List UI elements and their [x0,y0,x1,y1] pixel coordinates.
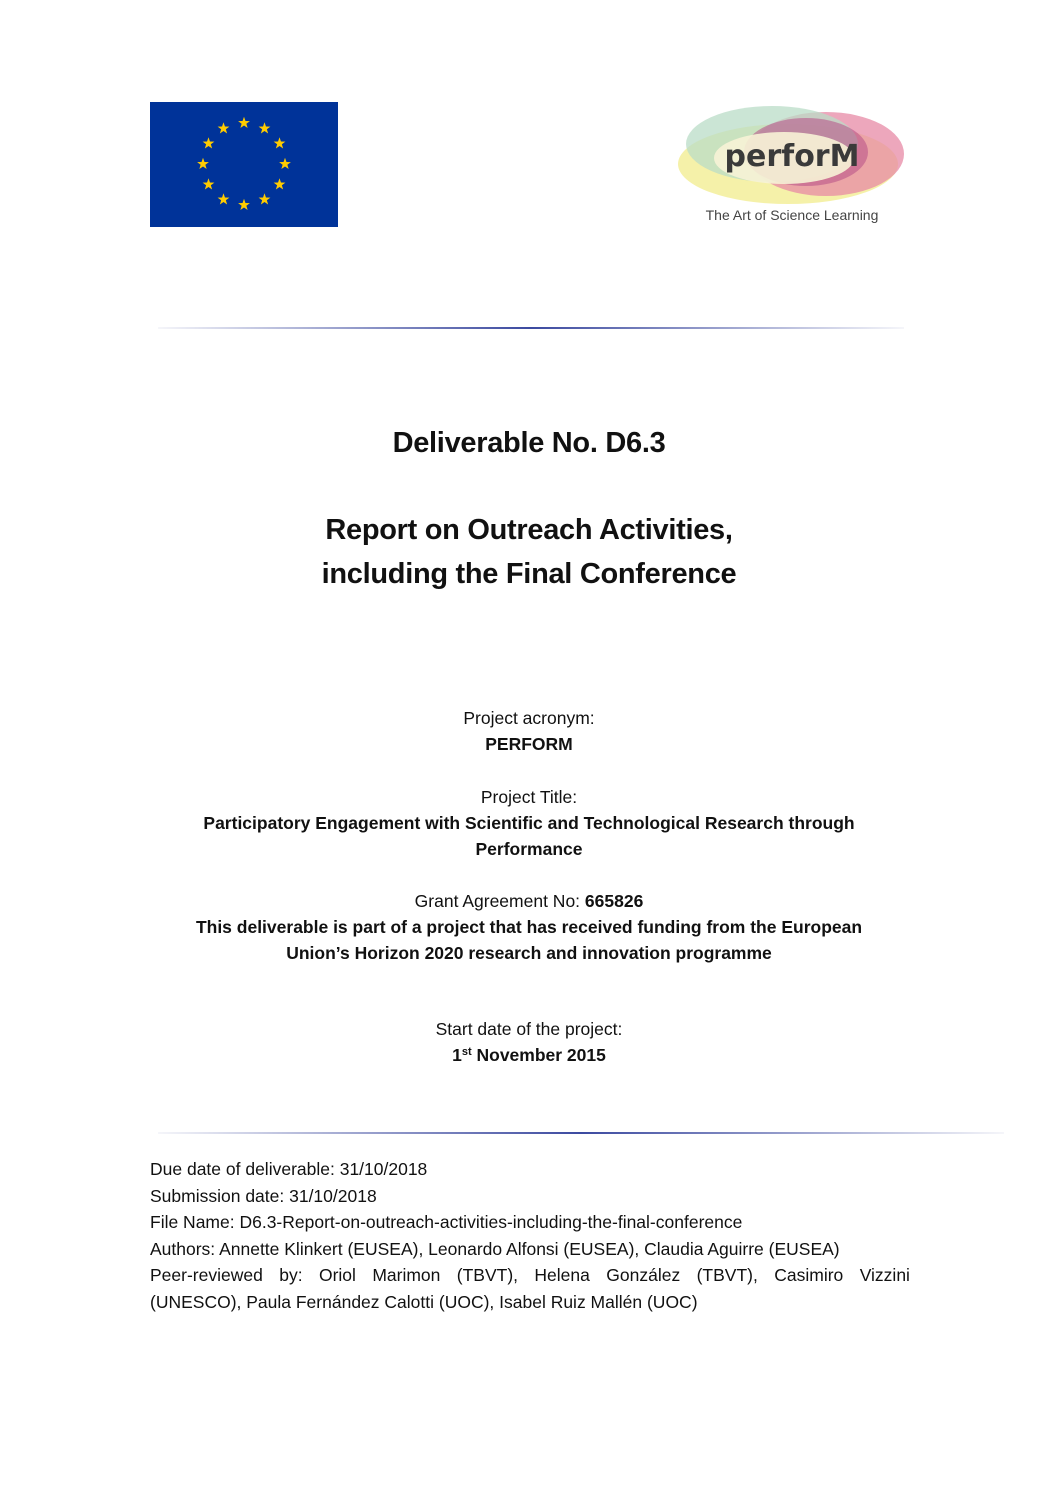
acronym-value: PERFORM [485,734,573,754]
deliverable-number: Deliverable No. D6.3 [392,427,666,459]
eu-flag-icon [150,102,338,227]
grant-label: Grant Agreement No: [414,891,585,911]
peer-word: by: [279,1265,303,1285]
peer-word: Peer-reviewed [150,1265,263,1285]
document-metadata [150,1156,910,1315]
peer-word: (TBVT), [456,1265,519,1285]
acronym-label: Project acronym: [463,708,595,728]
peer-word: Oriol [318,1265,356,1285]
start-day-suffix: st [461,1046,472,1058]
start-date-value [0,1042,1058,1068]
start-month-year: November 2015 [471,1045,606,1065]
peer-word: Marimon [372,1265,441,1285]
grant-value: 665826 [584,891,644,911]
funding-line1: This deliverable is part of a project that has received funding from the European [195,917,863,937]
peer-word: González [606,1265,681,1285]
submission-date: Submission date: 31/10/2018 [150,1185,377,1206]
perform-logo [676,102,908,230]
perform-tagline: The Art of Science Learning [705,207,879,223]
start-date-label: Start date of the project: [435,1019,623,1039]
project-title-label: Project Title: [480,787,578,807]
bottom-divider [158,1132,1004,1134]
top-divider [158,327,904,329]
report-title-line1: Report on Outreach Activities, [325,514,733,546]
perform-wordmark: perforM [724,139,860,174]
peer-word: (TBVT), [696,1265,758,1285]
peer-reviewed-line1 [150,1262,910,1289]
grant-agreement [0,888,1058,914]
peer-word: Casimiro [774,1265,844,1285]
project-title-line1: Participatory Engagement with Scientific and Technological Research through [203,813,855,833]
start-day: 1 [452,1045,462,1065]
peer-reviewed-line2: (UNESCO), Paula Fernández Calotti (UOC), Isabel Ruiz Mallén (UOC) [150,1291,698,1312]
report-title-line2: including the Final Conference [321,558,737,590]
authors: Authors: Annette Klinkert (EUSEA), Leonardo Alfonsi (EUSEA), Claudia Aguirre (EUSEA) [150,1238,840,1259]
project-title-line2: Performance [475,839,583,859]
peer-word: Helena [534,1265,590,1285]
funding-line2: Union’s Horizon 2020 research and innovation programme [286,943,772,963]
peer-word: Vizzini [859,1265,910,1285]
file-name: File Name: D6.3-Report-on-outreach-activities-including-the-final-conference [150,1212,743,1232]
due-date: Due date of deliverable: 31/10/2018 [150,1159,428,1179]
